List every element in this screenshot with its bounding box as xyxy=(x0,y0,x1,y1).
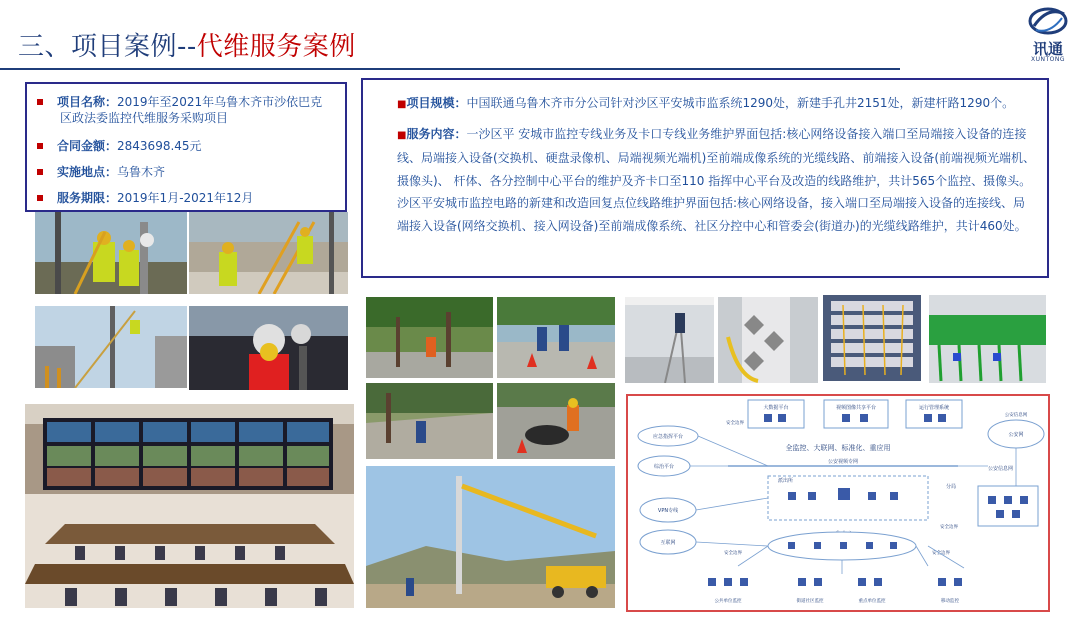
left-node-label: 互联网 xyxy=(660,540,676,546)
border-label: 安全边界 xyxy=(932,551,950,556)
title-underline xyxy=(0,68,900,70)
scope-content-value: 一沙区平 安城市监控专线业务及卡口专线业务维护界面包括:核心网络设备接入端口至局端接入设备的连接线、局端接入设备(交换机、硬盘录像机、局端视频光端机)至前端成像系统的光缆线路、前端接入设备(前端视频光端机、摄像头)、 杆体、各分控制中心平台的维护及齐卡口至110 指挥中心平台及改造的线路维护，共计565个监控、摄像头。沙区平安城巿监控电路的新建和改造回复点位线路维护界面包括:核心网络设备，接入端口至局端接入设备的连接线、局端接入设备(网络交换机、接入网设备)至前端成像系统、社区分控中心和管委会(街道办)的光缆线路维护，共计460处。 xyxy=(397,126,1036,233)
photo-patch-cables xyxy=(929,295,1046,383)
diagram-corner-label: 公安信息网 xyxy=(1004,413,1028,418)
border-label: 安全边界 xyxy=(940,525,958,530)
left-node-label: VPN专线 xyxy=(657,508,679,514)
photo-workers-ladder-wall xyxy=(189,212,348,294)
photo-street-workers-cones xyxy=(497,297,615,378)
network-topology-diagram xyxy=(626,394,1050,612)
net-video-label: 公安视频专网 xyxy=(828,459,859,465)
info-name-label: 项目名称： xyxy=(57,95,118,109)
company-logo xyxy=(1024,4,1072,64)
logo-text-en: XUNTONG xyxy=(1030,56,1065,63)
bottom-label: 重点单位监控 xyxy=(858,599,886,604)
mid-node-label: 派出所 xyxy=(778,478,794,484)
title-highlight: 代维服务案例 xyxy=(196,32,356,62)
border-label: 安全边界 xyxy=(724,551,742,556)
bottom-label: 街道社区监控 xyxy=(796,599,824,604)
info-row-amount xyxy=(37,138,202,154)
border-label: 安全边界 xyxy=(726,421,744,426)
scope-scale-paragraph xyxy=(397,92,1037,117)
info-row-period xyxy=(37,190,253,206)
page-title xyxy=(18,26,356,63)
left-node-label: 应急指挥平台 xyxy=(652,434,684,440)
diagram-banner: 全监控、大联网、标准化、重应用 xyxy=(785,444,891,452)
scope-content-label: 服务内容： xyxy=(406,126,467,141)
square-bullet-icon: ■ xyxy=(397,129,407,141)
info-row-name xyxy=(37,94,337,126)
left-node-label: 综治平台 xyxy=(653,464,675,470)
photo-sidewalk-trench xyxy=(366,383,493,459)
info-amount-value: 2843698.45元 xyxy=(117,139,202,153)
info-place-value: 乌鲁木齐 xyxy=(117,165,166,179)
square-bullet-icon: ■ xyxy=(397,99,407,110)
bottom-label: 移动监控 xyxy=(941,599,959,604)
bullet-icon xyxy=(37,99,43,105)
photo-fiber-splice xyxy=(718,297,818,383)
photo-manhole-worker xyxy=(497,383,615,459)
platform-label: 运行管理系统 xyxy=(918,405,950,411)
scope-text xyxy=(397,92,1037,243)
logo-swirl-icon xyxy=(1024,4,1072,38)
logo-text-cn: 讯通 xyxy=(1032,40,1063,58)
net-info-label: 公安信息网 xyxy=(988,466,1014,472)
bullet-icon xyxy=(37,169,43,175)
photo-worker-camera-closeup xyxy=(189,306,348,390)
platform-label: 大数据平台 xyxy=(763,405,789,411)
info-period-value: 2019年1月-2021年12月 xyxy=(117,191,254,205)
info-row-place xyxy=(37,164,165,180)
scope-scale-label: 项目规模： xyxy=(406,96,467,110)
info-period-label: 服务期限： xyxy=(57,191,118,205)
bullet-icon xyxy=(37,195,43,201)
scope-content-paragraph xyxy=(397,123,1037,238)
info-name-value-2: 区政法委监控代维服务采购项目 xyxy=(60,111,229,125)
photo-monitoring-center xyxy=(25,404,354,608)
photo-workers-camera-pole xyxy=(35,212,187,294)
bullet-icon xyxy=(37,143,43,149)
photo-indoor-ladder xyxy=(625,297,714,383)
info-name-value-1: 2019年至2021年乌鲁木齐市沙依巴克 xyxy=(117,95,323,109)
right-node-label: 分局 xyxy=(946,484,957,490)
project-info-box xyxy=(25,82,347,212)
platform-label: 视频图像共享平台 xyxy=(835,405,877,411)
title-prefix: 三、项目案例-- xyxy=(18,32,197,62)
photo-odf-cabinet xyxy=(823,295,921,381)
info-place-label: 实施地点： xyxy=(57,165,118,179)
photo-street-trees xyxy=(366,297,493,378)
info-amount-label: 合同金额： xyxy=(57,139,118,153)
project-scope-box xyxy=(361,78,1049,278)
photo-crane-pole-install xyxy=(366,466,615,608)
photo-camera-pole-sky xyxy=(35,306,187,388)
right-node-label: 公安网 xyxy=(1008,432,1024,438)
bottom-label: 公共单位监控 xyxy=(714,599,742,604)
scope-scale-value: 中国联通乌鲁木齐市分公司针对沙区平安城市监系统1290处，新建手孔井2151处，新建杆路1290个。 xyxy=(466,96,1015,110)
